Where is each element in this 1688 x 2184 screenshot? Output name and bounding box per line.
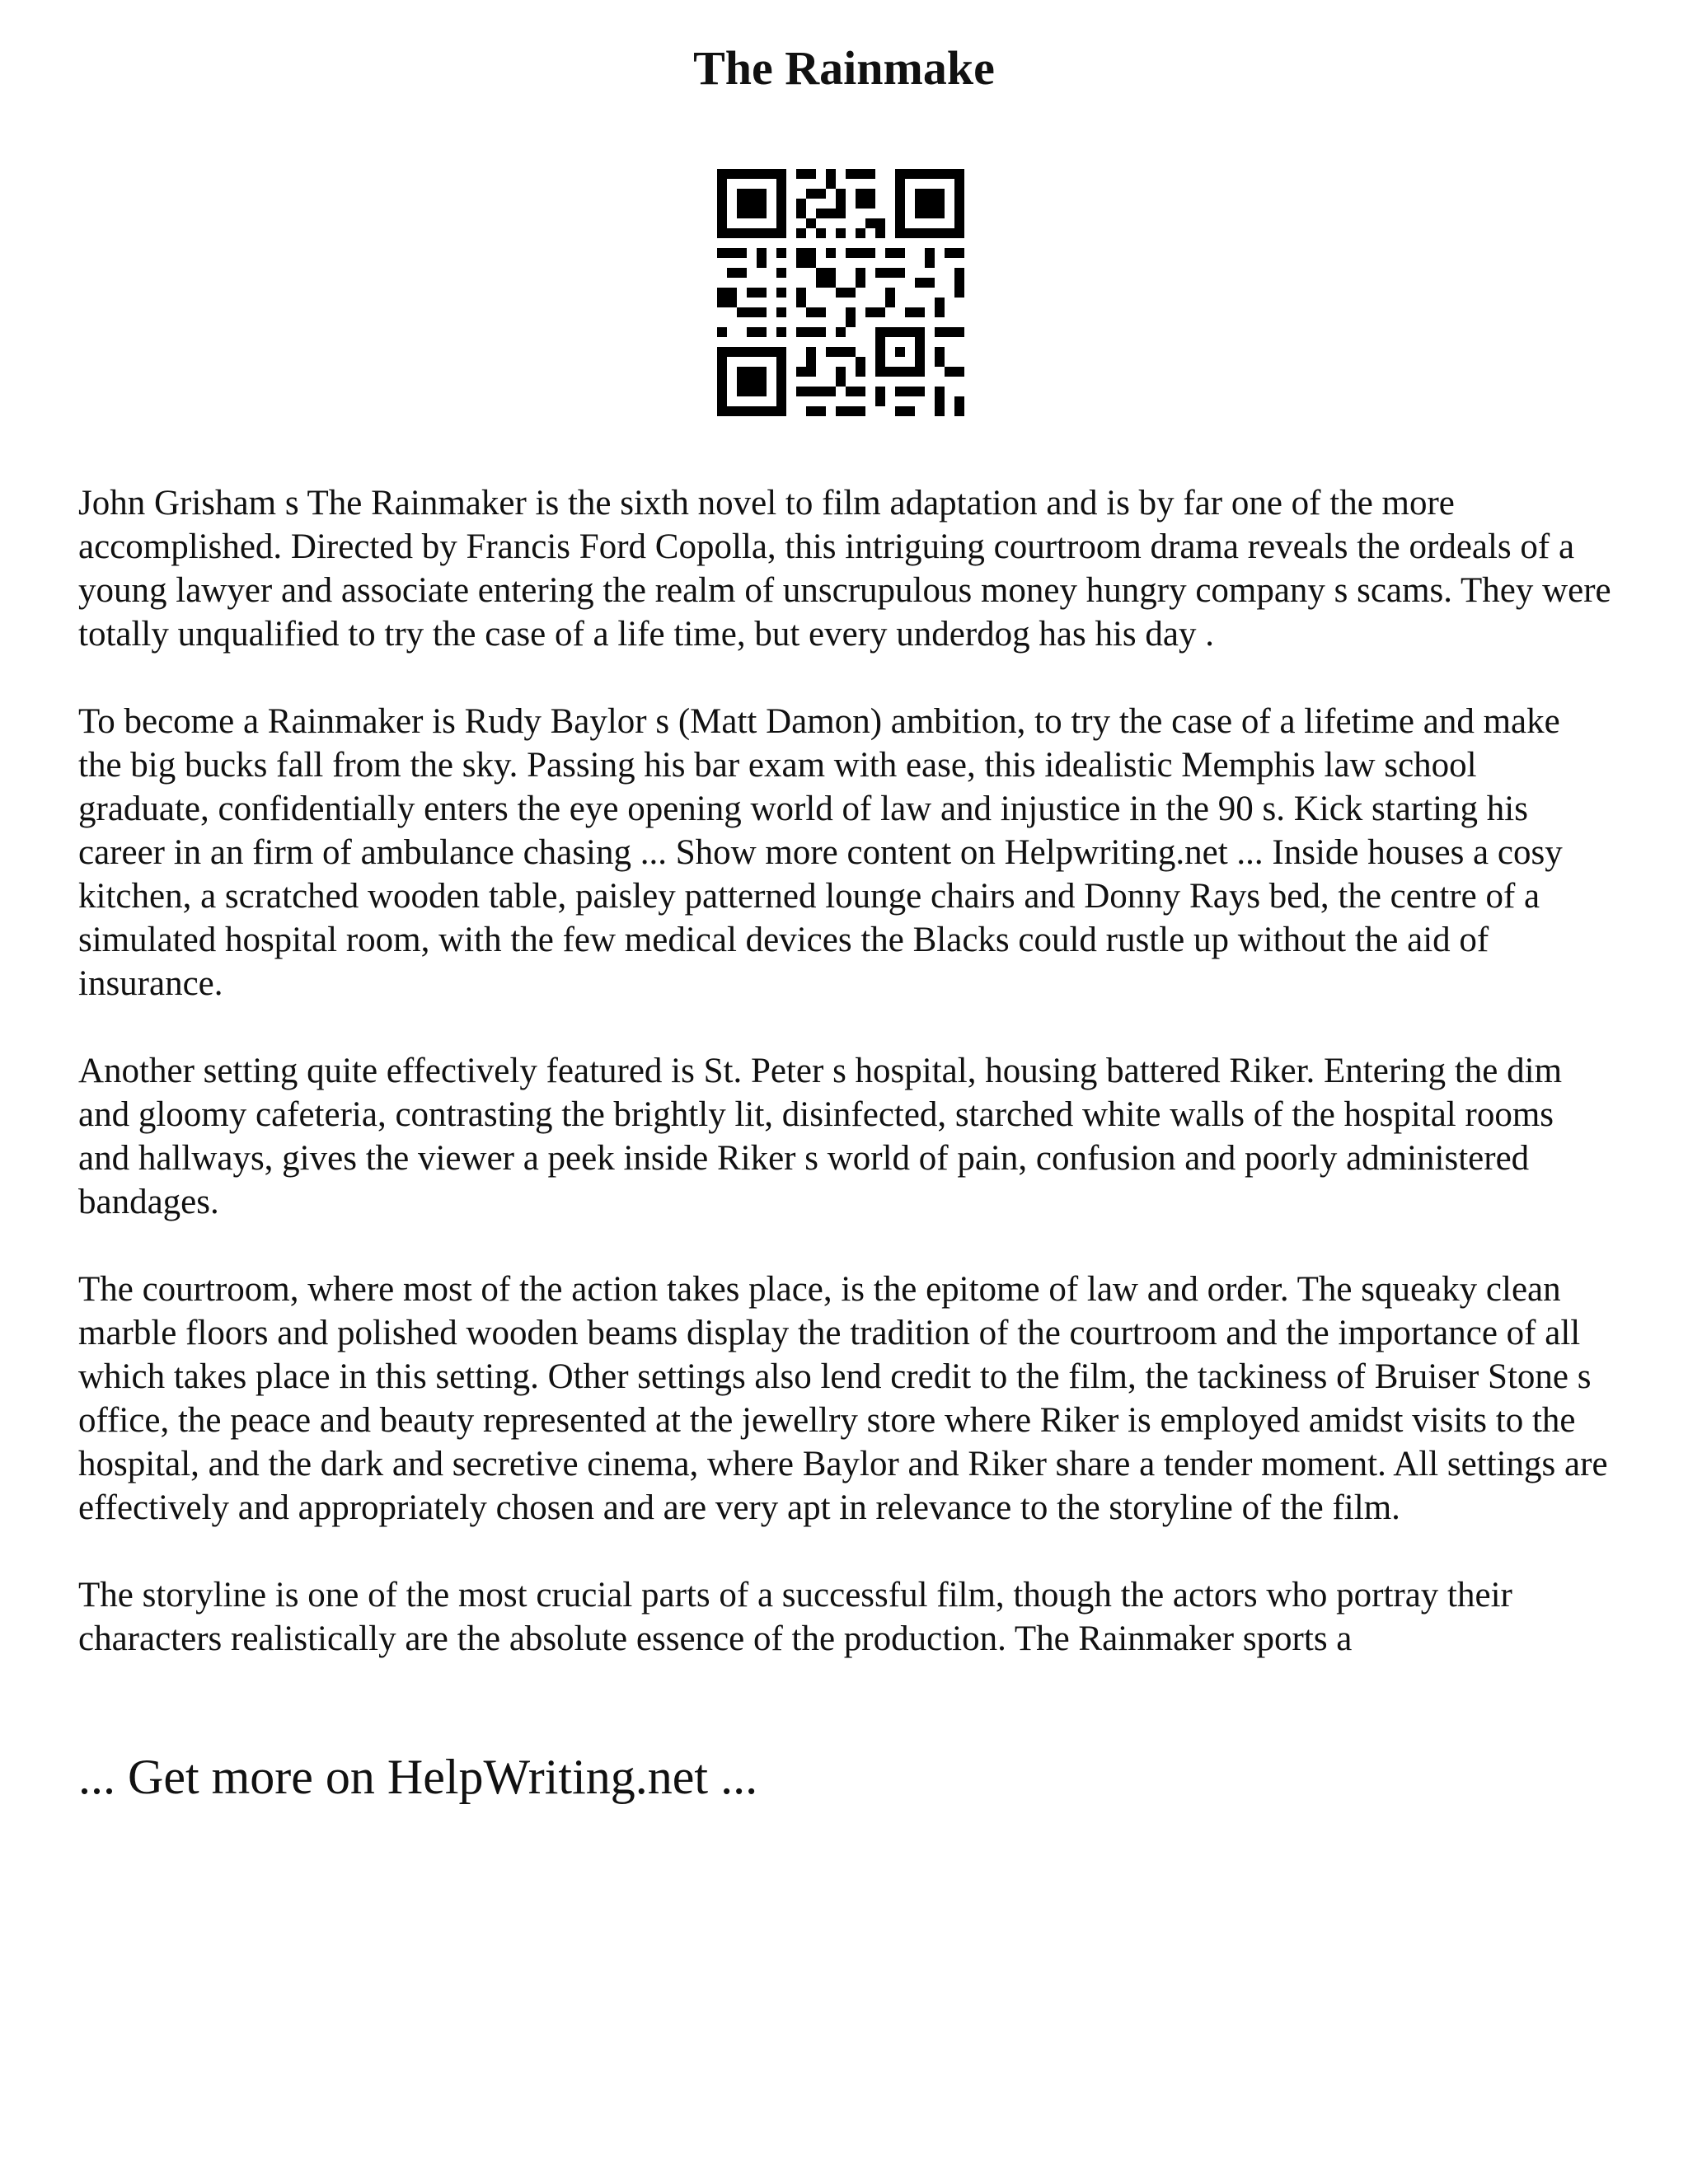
- get-more-link[interactable]: ... Get more on HelpWriting.net ...: [78, 1750, 758, 1804]
- paragraph-1: John Grisham s The Rainmaker is the sixth novel to film adaptation and is by far one of the more accomplished. Directed by Francis Ford Copolla, this intriguing courtroom drama reveals the ordeals of a young lawyer and associate entering the realm of unscrupulous money hungry company s scams. They were totally unqualified to try the case of a life time, but every underdog has his day .: [78, 484, 1611, 654]
- paragraph-3: Another setting quite effectively featured is St. Peter s hospital, housing battered Riker. Entering the dim and gloomy cafeteria, contrasting the brightly lit, disinfected, starched white walls of the hospital rooms and hallways, gives the viewer a peek inside Riker s world of pain, confusion and poorly administered bandages.: [78, 1052, 1563, 1221]
- qr-code-icon: [717, 169, 964, 416]
- paragraph-5: The storyline is one of the most crucial parts of a successful film, though the actors who portray their characters realistically are the absolute essence of the production. The Rainmaker sports a: [78, 1576, 1512, 1658]
- article-body: [78, 481, 1611, 1704]
- paragraph-4: The courtroom, where most of the action takes place, is the epitome of law and order. The squeaky clean marble floors and polished wooden beams display the tradition of the courtroom and the importance of all which takes place in this setting. Other settings also lend credit to the film, the tackiness of Bruiser Stone s office, the peace and beauty represented at the jewellry store where Riker is employed amidst visits to the hospital, and the dark and secretive cinema, where Baylor and Riker share a tender moment. All settings are effectively and appropriately chosen and are very apt in relevance to the storyline of the film.: [78, 1270, 1608, 1527]
- document-title: The Rainmake: [693, 41, 995, 95]
- paragraph-2: To become a Rainmaker is Rudy Baylor s (Matt Damon) ambition, to try the case of a lifetime and make the big bucks fall from the sky. Passing his bar exam with ease, this idealistic Memphis law school graduate, confidentially enters the eye opening world of law and injustice in the 90 s. Kick starting his career in an firm of ambulance chasing ... Show more content on Helpwriting.net ... Inside houses a cosy kitchen, a scratched wooden table, paisley patterned lounge chairs and Donny Rays bed, the centre of a simulated hospital room, with the few medical devices the Blacks could rustle up without the aid of insurance.: [78, 702, 1563, 1003]
